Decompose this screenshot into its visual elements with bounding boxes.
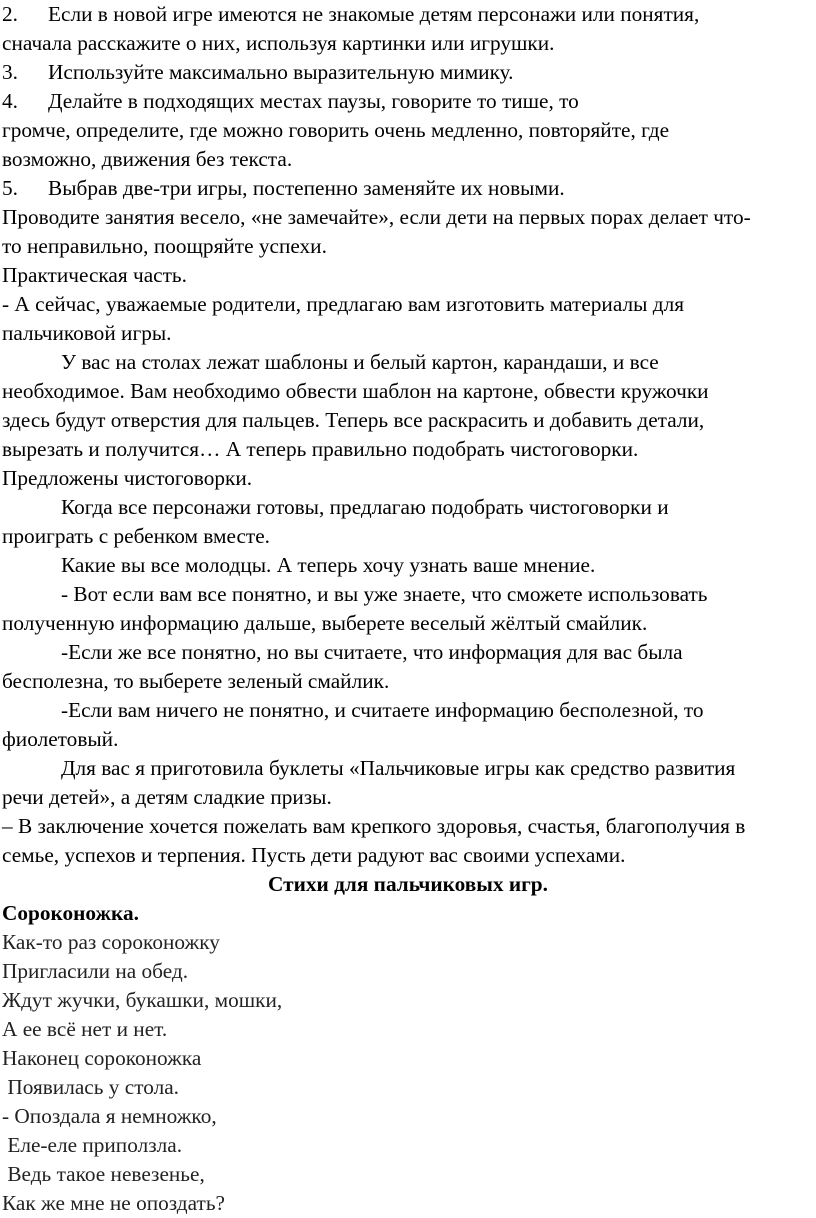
poem-line: Как-то раз сороконожку: [2, 930, 220, 954]
paragraph-line: то неправильно, поощряйте успехи.: [2, 234, 327, 258]
paragraph-line: вырезать и получится… А теперь правильно подобрать чистоговорки.: [2, 437, 639, 461]
list-item-text: сначала расскажите о них, используя картинки или игрушки.: [2, 31, 555, 55]
poem-line: Еле-еле приползла.: [2, 1133, 183, 1157]
paragraph-line: фиолетовый.: [2, 727, 119, 751]
poem-line: Появилась у стола.: [2, 1075, 179, 1099]
paragraph-line: - Вот если вам все понятно, и вы уже знаете, что сможете использовать: [61, 582, 708, 606]
section-title: Стихи для пальчиковых игр.: [268, 872, 548, 896]
poem-line: Как же мне не опоздать?: [2, 1191, 226, 1215]
paragraph-line: Какие вы все молодцы. А теперь хочу узнать ваше мнение.: [61, 553, 596, 577]
paragraph-line: Для вас я приготовила буклеты «Пальчиковые игры как средство развития: [61, 756, 736, 780]
poem-line: - Опоздала я немножко,: [2, 1104, 217, 1128]
list-item-line: [2, 0, 814, 29]
paragraph-line: – В заключение хочется пожелать вам крепкого здоровья, счастья, благополучия в: [2, 814, 746, 838]
list-item-number: 5.: [2, 176, 18, 200]
paragraph-line: семье, успехов и терпения. Пусть дети радуют вас своими успехами.: [2, 843, 626, 867]
list-item-text: громче, определите, где можно говорить очень медленно, повторяйте, где: [2, 118, 670, 142]
paragraph-line: пальчиковой игры.: [2, 321, 172, 345]
list-item-line: [2, 58, 814, 87]
list-item-text: Используйте максимально выразительную мимику.: [48, 60, 514, 84]
paragraph-line: У вас на столах лежат шаблоны и белый картон, карандаши, и все: [61, 350, 659, 374]
list-item-text: Если в новой игре имеются не знакомые детям персонажи или понятия,: [48, 2, 700, 26]
body-text: [2, 203, 814, 870]
poem-title: Сороконожка.: [2, 901, 139, 925]
paragraph-line: необходимое. Вам необходимо обвести шаблон на картоне, обвести кружочки: [2, 379, 709, 403]
paragraph-line: бесполезна, то выберете зеленый смайлик.: [2, 669, 390, 693]
poem-line: Наконец сороконожка: [2, 1046, 202, 1070]
list-item-line: [2, 174, 814, 203]
poem-line: Пригласили на обед.: [2, 959, 189, 983]
list-item-number: 4.: [2, 89, 18, 113]
poem-line: Ведь такое невезенье,: [2, 1162, 205, 1186]
paragraph-line: полученную информацию дальше, выберете веселый жёлтый смайлик.: [2, 611, 648, 635]
poem-line: А ее всё нет и нет.: [2, 1017, 168, 1041]
paragraph-line: -Если же все понятно, но вы считаете, что информация для вас была: [61, 640, 683, 664]
list-item-number: 3.: [2, 60, 18, 84]
poem-body: [2, 928, 814, 1218]
list-item-line: [2, 145, 814, 174]
paragraph-line: Предложены чистоговорки.: [2, 466, 253, 490]
list-item-line: [2, 29, 814, 58]
paragraph-line: речи детей», а детям сладкие призы.: [2, 785, 332, 809]
paragraph-line: Когда все персонажи готовы, предлагаю подобрать чистоговорки и: [61, 495, 669, 519]
paragraph-line: Проводите занятия весело, «не замечайте», если дети на первых порах делает что-: [2, 205, 751, 229]
list-item-number: 2.: [2, 2, 18, 26]
paragraph-line: Практическая часть.: [2, 263, 187, 287]
paragraph-line: здесь будут отверстия для пальцев. Теперь все раскрасить и добавить детали,: [2, 408, 705, 432]
paragraph-line: - А сейчас, уважаемые родители, предлагаю вам изготовить материалы для: [2, 292, 684, 316]
list-item-text: Делайте в подходящих местах паузы, говорите то тише, то: [48, 89, 579, 113]
numbered-list: [2, 0, 814, 203]
list-item-line: [2, 87, 814, 116]
list-item-text: возможно, движения без текста.: [2, 147, 293, 171]
paragraph-line: -Если вам ничего не понятно, и считаете информацию бесполезной, то: [61, 698, 704, 722]
paragraph-line: проиграть с ребенком вместе.: [2, 524, 270, 548]
list-item-line: [2, 116, 814, 145]
list-item-text: Выбрав две-три игры, постепенно заменяйте их новыми.: [48, 176, 565, 200]
poem-line: Ждут жучки, букашки, мошки,: [2, 988, 283, 1012]
